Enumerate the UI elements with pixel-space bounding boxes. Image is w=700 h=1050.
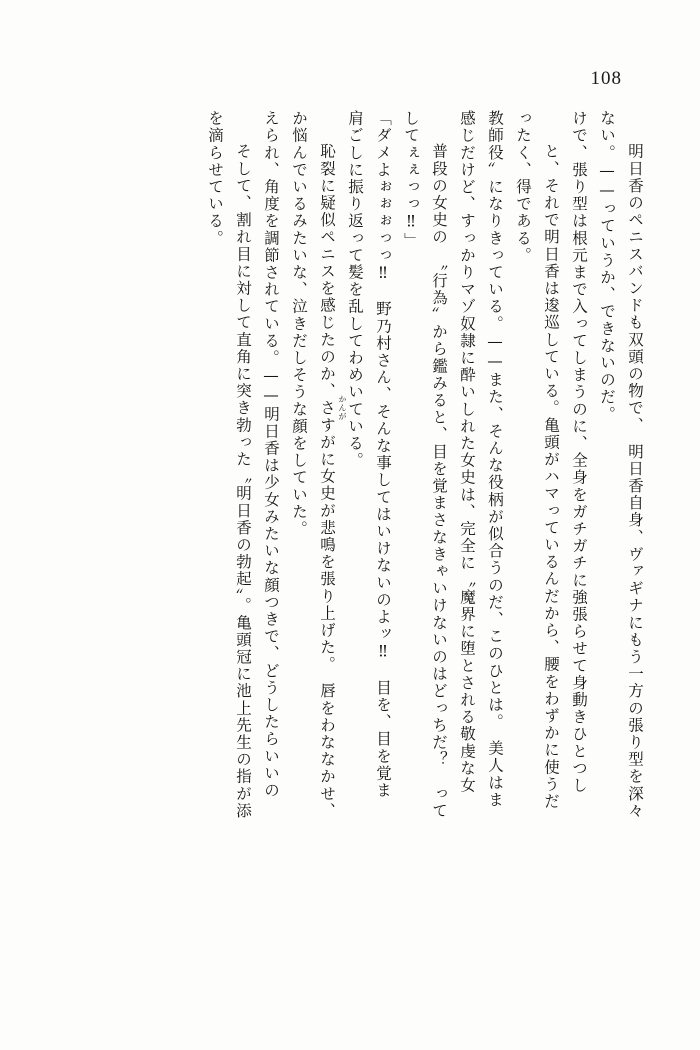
text-column: 普段の女史の 〝行為〟から鑑みると、目を覚まさなきゃいけないのはどっちだ？ って	[430, 126, 448, 820]
text-column: を滴らせている。	[206, 110, 224, 247]
text-column: してぇぇっっ‼」	[402, 110, 420, 250]
page-number: 108	[590, 68, 622, 89]
text-column: 感じだけど、すっかりマゾ奴隷に酔いしれた女史は、完全に〝魔界に堕とされる敬虔な女	[458, 110, 476, 794]
text-column: 「ダメよぉぉぉっっ‼ 野乃村さん、そんな事してはいけないのよッ‼ 目を、目を覚ま	[374, 110, 392, 799]
text-column: そして、割れ目に対して直角に突き勃った〝明日香の勃起〟。亀頭冠に池上先生の指が添	[234, 126, 252, 820]
text-column: えられ、角度を調節されている。——明日香は少女みたいな顔つきで、どうしたらいいの	[262, 110, 280, 799]
text-column: ったく、得である。	[514, 110, 532, 264]
text-column: か悩んでいるみたいな、泣きだしそうな顔をしていた。	[290, 110, 308, 538]
text-column: 肩ごしに振り返って髪を乱してわめいている。	[346, 110, 364, 470]
vertical-text-block	[58, 110, 642, 990]
text-column: けで、張り型は根元まで入ってしまうのに、全身をガチガチに強張らせて身動きひとつし	[570, 110, 588, 794]
ruby-annotation-kanga: かんが	[338, 395, 347, 421]
text-column: 教師役〟になりきっている。——また、そんな役柄が似合うのだ、このひとは。 美人はま	[486, 110, 504, 809]
text-column: 恥裂に疑似ペニスを感じたのか、さすがに女史が悲鳴を張り上げた。 唇をわななかせ、	[318, 126, 336, 820]
text-column: と、それで明日香は逡巡している。亀頭がハマっているんだから、腰をわずかに使うだ	[542, 126, 560, 810]
text-column: 明日香のペニスバンドも双頭の物で、 明日香自身、ヴァギナにもう一方の張り型を深々	[626, 126, 644, 820]
text-column: ない。——っていうか、できないのだ。	[598, 110, 616, 423]
